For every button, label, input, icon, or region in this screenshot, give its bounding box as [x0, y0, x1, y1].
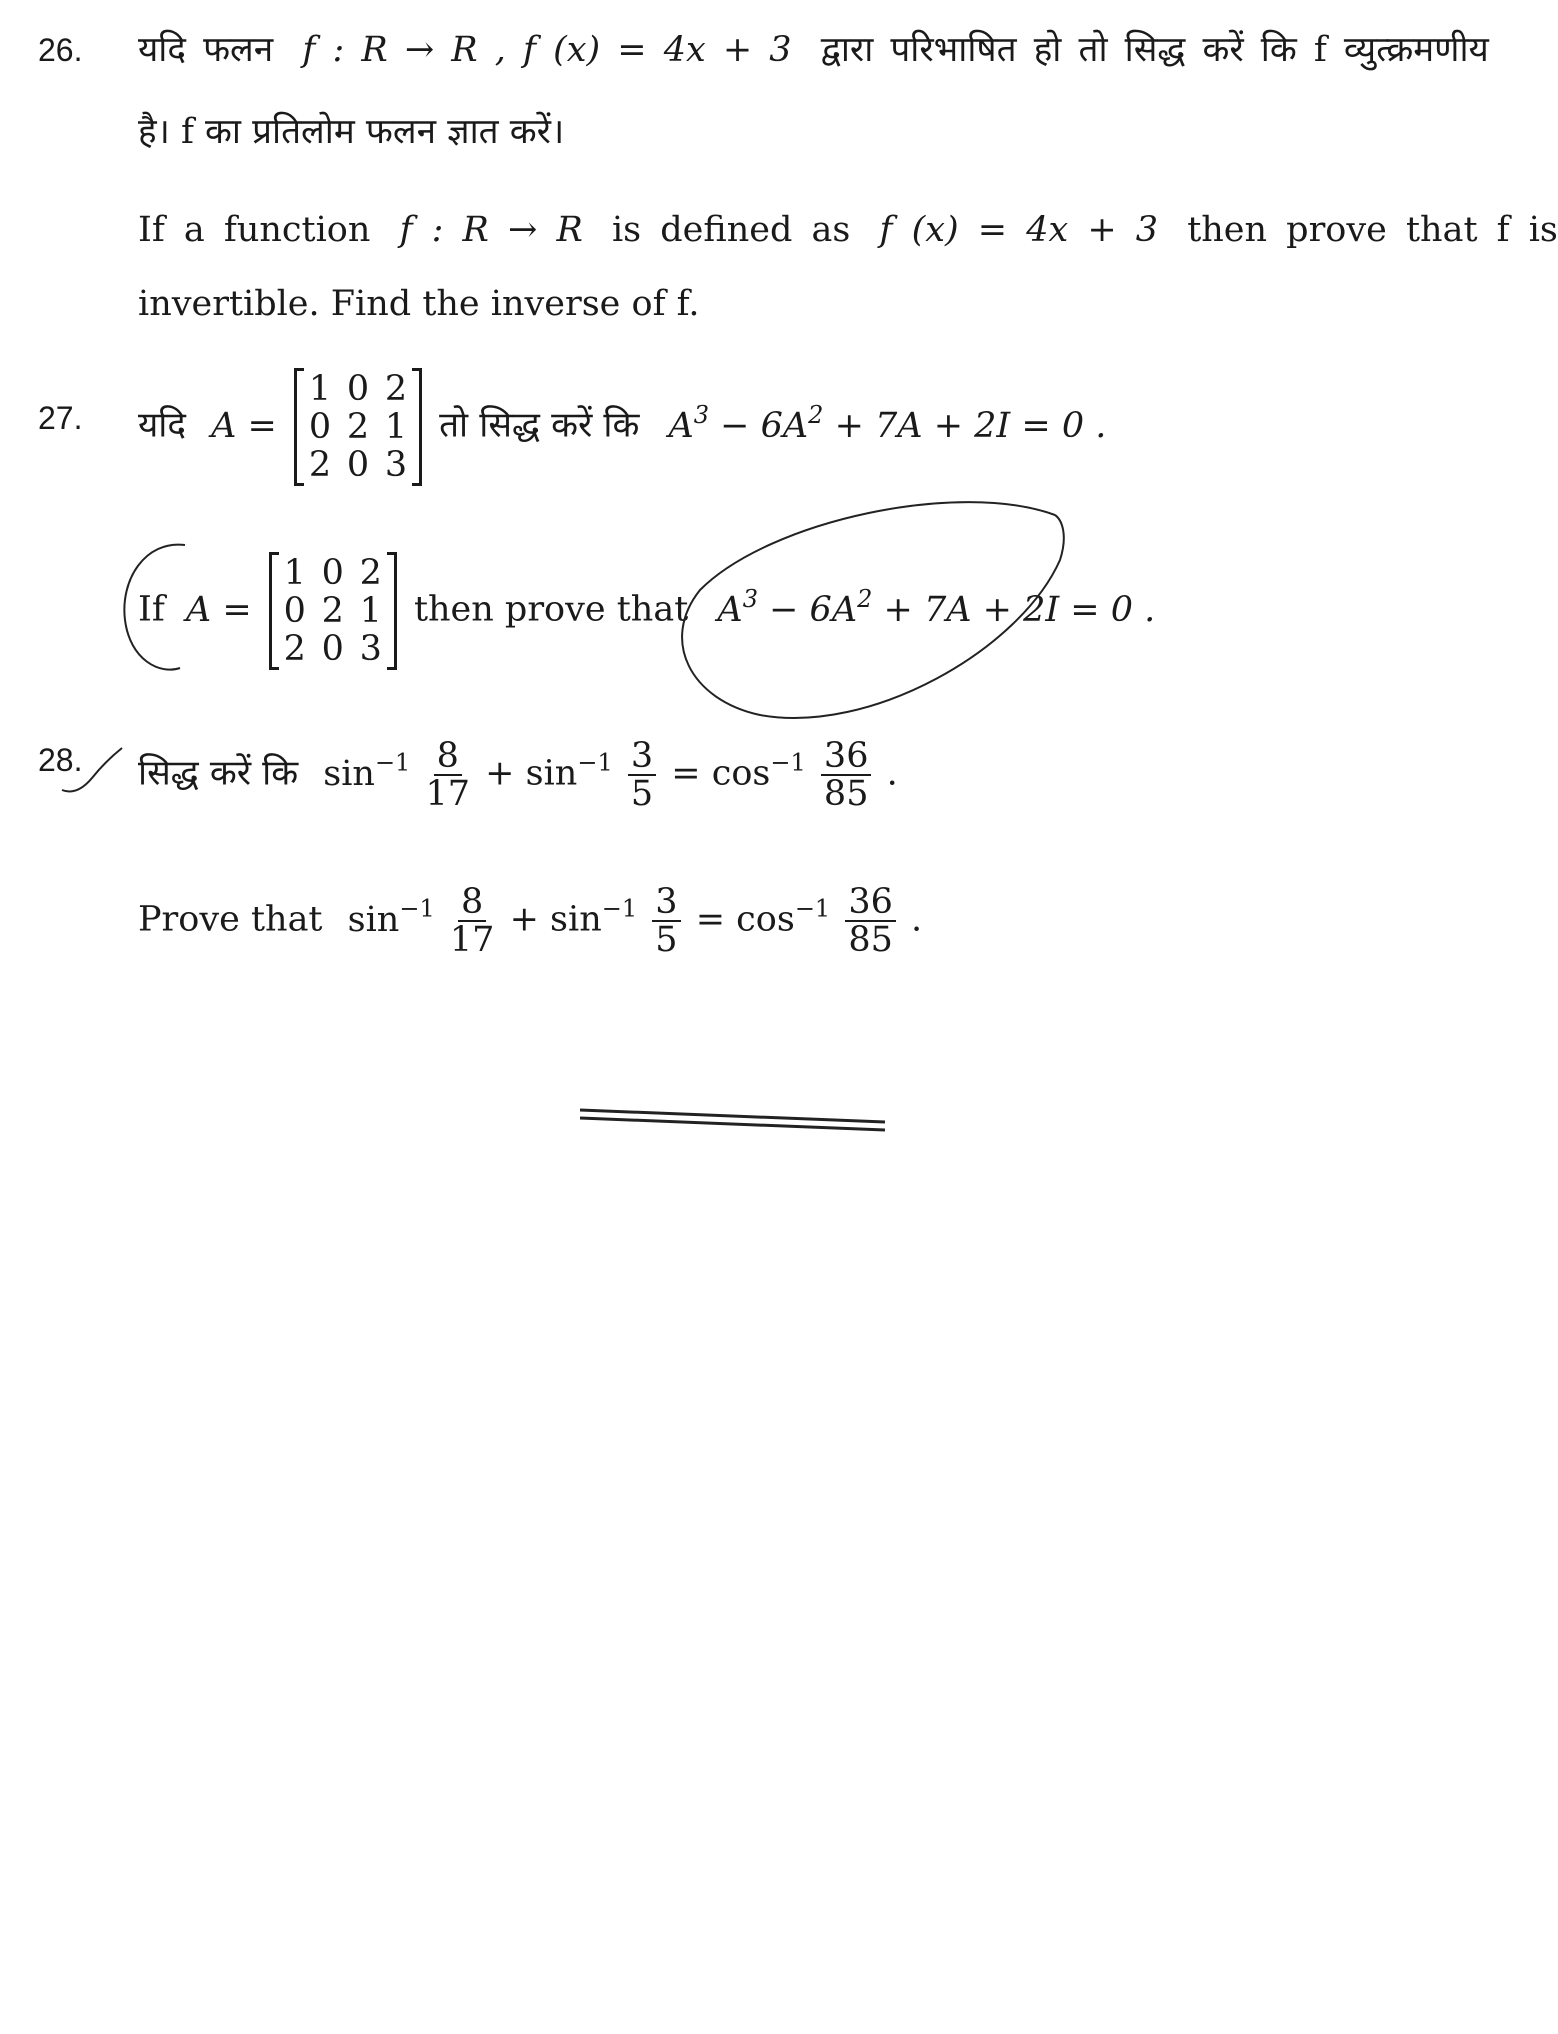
end-rule-top — [580, 1110, 885, 1122]
q27-equation: $A^3 - 6A^2 + 7A + 2I = 0$ . — [717, 584, 1156, 630]
q27-english-line: If A = 1 0 2 0 2 1 2 0 3 then prove that $A^3 - 6A^2 + 7A + 2I = 0$ . — [138, 553, 1156, 669]
fraction-3-5: $\frac{3}{5}$ — [652, 884, 680, 958]
fraction-8-17: $\frac{8}{17}$ — [449, 882, 495, 960]
question-number: 26. — [38, 32, 83, 68]
end-rule-bottom — [580, 1118, 885, 1130]
q27-hindi-line: यदि A = 1 0 2 0 2 1 2 0 3 तो सिद्ध करें कि $A^3 - 6A^2 + 7A + 2I = 0$ . — [138, 369, 1107, 485]
fraction-36-85: $\frac{36}{85}$ — [845, 884, 896, 958]
fraction-36-85: $\frac{36}{85}$ — [821, 738, 872, 812]
fraction-8-17: $\frac{8}{17}$ — [425, 736, 471, 814]
q28-english-line: Prove that $\sin^{-1}$ $\frac{8}{17}$ + $\sin^{-1}$ $\frac{3}{5}$ = $\cos^{-1}$ $\frac{36}{85}$ . — [138, 882, 923, 960]
matrix-a: 1 0 2 0 2 1 2 0 3 — [269, 552, 397, 670]
question-number: 28. — [38, 742, 83, 778]
q27-equation: $A^3 - 6A^2 + 7A + 2I = 0$ . — [668, 400, 1107, 446]
matrix-a: 1 0 2 0 2 1 2 0 3 — [294, 368, 422, 486]
question-number: 27. — [38, 400, 83, 436]
q26-hindi-line-2: है। f का प्रतिलोम फलन ज्ञात करें। — [138, 112, 565, 152]
q26-english-line-2: invertible. Find the inverse of f. — [138, 284, 700, 324]
q26-english-line-1: If a function f : R → R is defined as f (x) = 4x + 3 then prove that f is — [138, 210, 1558, 250]
q28-hindi-line: सिद्ध करें कि $\sin^{-1}$ $\frac{8}{17}$ + $\sin^{-1}$ $\frac{3}{5}$ = $\cos^{-1}$ $\frac{36}{85}$ . — [138, 736, 898, 814]
q26-hindi-line-1: यदि फलन f : R → R , f (x) = 4x + 3 द्वारा परिभाषित हो तो सिद्ध करें कि f व्युत्क्रमणीय — [138, 30, 1489, 70]
fraction-3-5: $\frac{3}{5}$ — [628, 738, 656, 812]
